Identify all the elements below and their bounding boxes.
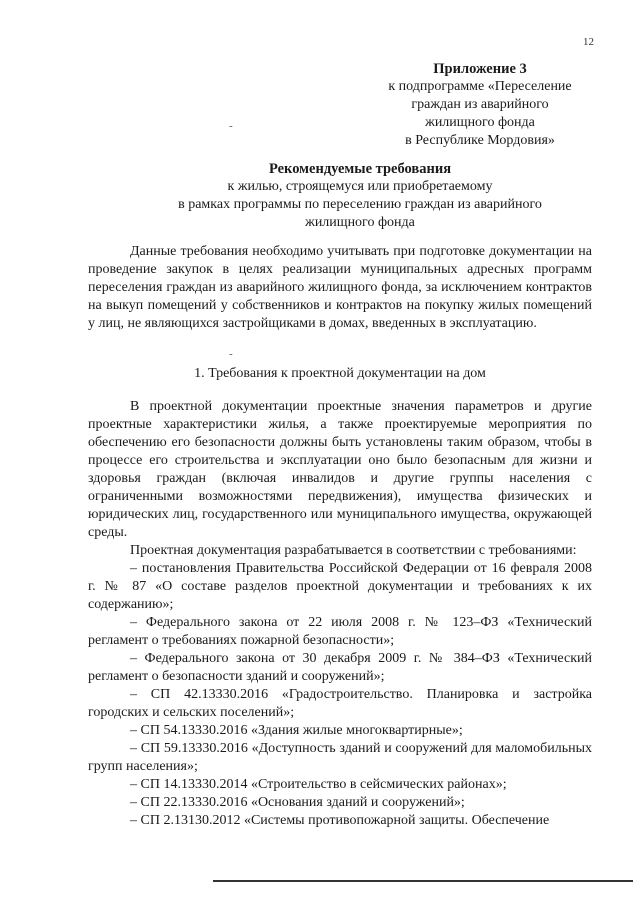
heading-line: к жилью, строящемуся или приобретаемому (227, 179, 493, 194)
requirement-item: – СП 2.13130.2012 «Системы противопожарной защиты. Обеспечение (130, 813, 550, 828)
requirement-item: – постановления Правительства Российской Федерации от 16 февраля 2008 г. № 87 «О составе разделов проектной документации и требованиях к их содержанию»; (88, 561, 592, 612)
page-number: 12 (583, 36, 594, 48)
section-1-block (88, 398, 592, 830)
requirement-item: – Федерального закона от 22 июля 2008 г. № 123–ФЗ «Технический регламент о требованиях пожарной безопасности»; (88, 615, 592, 648)
appendix-title: Приложение 3 (433, 61, 527, 77)
requirement-item: – СП 54.13330.2016 «Здания жилые многоквартирные»; (130, 723, 463, 738)
appendix-block (360, 60, 600, 150)
appendix-line: в Республике Мордовия» (405, 133, 555, 148)
requirements-intro: Проектная документация разрабатывается в соответствии с требованиями: (130, 543, 577, 558)
appendix-line: жилищного фонда (425, 115, 535, 130)
stray-dash-mark: - (229, 348, 233, 360)
requirement-item: – Федерального закона от 30 декабря 2009 г. № 384–ФЗ «Технический регламент о безопасности зданий и сооружений»; (88, 651, 592, 684)
stray-dash-mark: - (229, 120, 233, 132)
appendix-line: граждан из аварийного (411, 97, 549, 112)
heading-line: жилищного фонда (305, 215, 415, 230)
heading-title: Рекомендуемые требования (268, 161, 452, 177)
requirement-item: – СП 42.13330.2016 «Градостроительство. Планировка и застройка городских и сельских поселений»; (88, 687, 592, 720)
intro-paragraph: Данные требования необходимо учитывать при подготовке документации на проведение закупок в целях реализации муниципальных адресных программ переселения граждан из аварийного жилищного фонда, за исключением контрактов на выкуп помещений у собственников и контрактов на покупку жилых помещений у лиц, не являющихся застройщиками в домах, введенных в эксплуатацию. (88, 244, 592, 331)
requirement-item: – СП 14.13330.2014 «Строительство в сейсмических районах»; (130, 777, 507, 792)
requirement-item: – СП 22.13330.2016 «Основания зданий и сооружений»; (130, 795, 465, 810)
section-1-title: 1. Требования к проектной документации на дом (194, 366, 486, 381)
document-heading (120, 160, 600, 232)
requirement-item: – СП 59.13330.2016 «Доступность зданий и сооружений для маломобильных групп населения»; (88, 741, 592, 774)
footer-rule (213, 880, 633, 882)
heading-line: в рамках программы по переселению граждан из аварийного (178, 197, 542, 212)
intro-block (88, 243, 592, 333)
appendix-line: к подпрограмме «Переселение (388, 79, 572, 94)
section-1-paragraph: В проектной документации проектные значения параметров и другие проектные характеристики жилья, а также проектируемые мероприятия по обеспечению его безопасности должны быть установлены таким образом, чтобы в процессе его строительства и эксплуатации оно было безопасным для жизни и здоровья граждан (включая инвалидов и другие группы населения с ограниченными возможностями передвижения), имущества физических и юридических лиц, государственного или муниципального имущества, окружающей среды. (88, 399, 592, 540)
